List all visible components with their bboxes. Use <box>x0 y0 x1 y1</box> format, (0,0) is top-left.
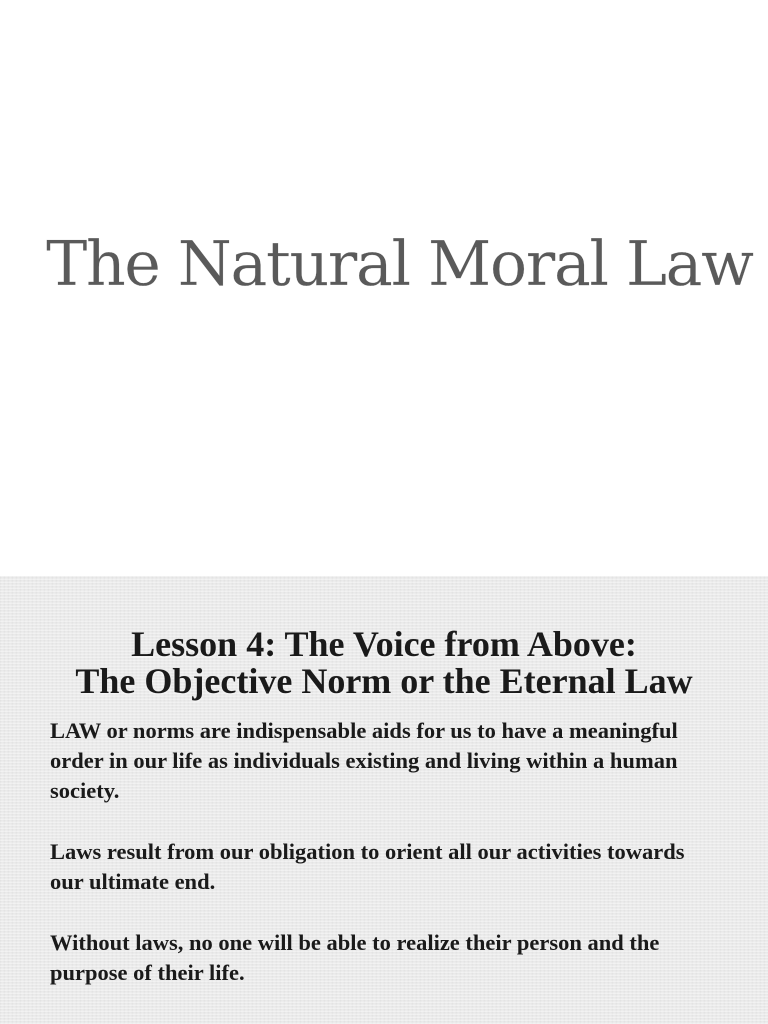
paragraph-laws-result: Laws result from our obligation to orient all our activities towards our ultimate end. <box>50 839 685 894</box>
lesson-heading-line-1: Lesson 4: The Voice from Above: <box>131 624 637 664</box>
lesson-heading <box>30 626 738 700</box>
paragraph-law-norms: LAW or norms are indispensable aids for us to have a meaningful order in our life as individuals existing and living within a human society. <box>50 718 678 803</box>
paragraph-without-laws: Without laws, no one will be able to realize their person and the purpose of their life. <box>50 930 660 985</box>
lesson-heading-line-2: The Objective Norm or the Eternal Law <box>75 661 693 701</box>
main-title: The Natural Moral Law <box>46 227 753 300</box>
body-text <box>50 716 720 1019</box>
content-slide <box>0 576 768 1024</box>
